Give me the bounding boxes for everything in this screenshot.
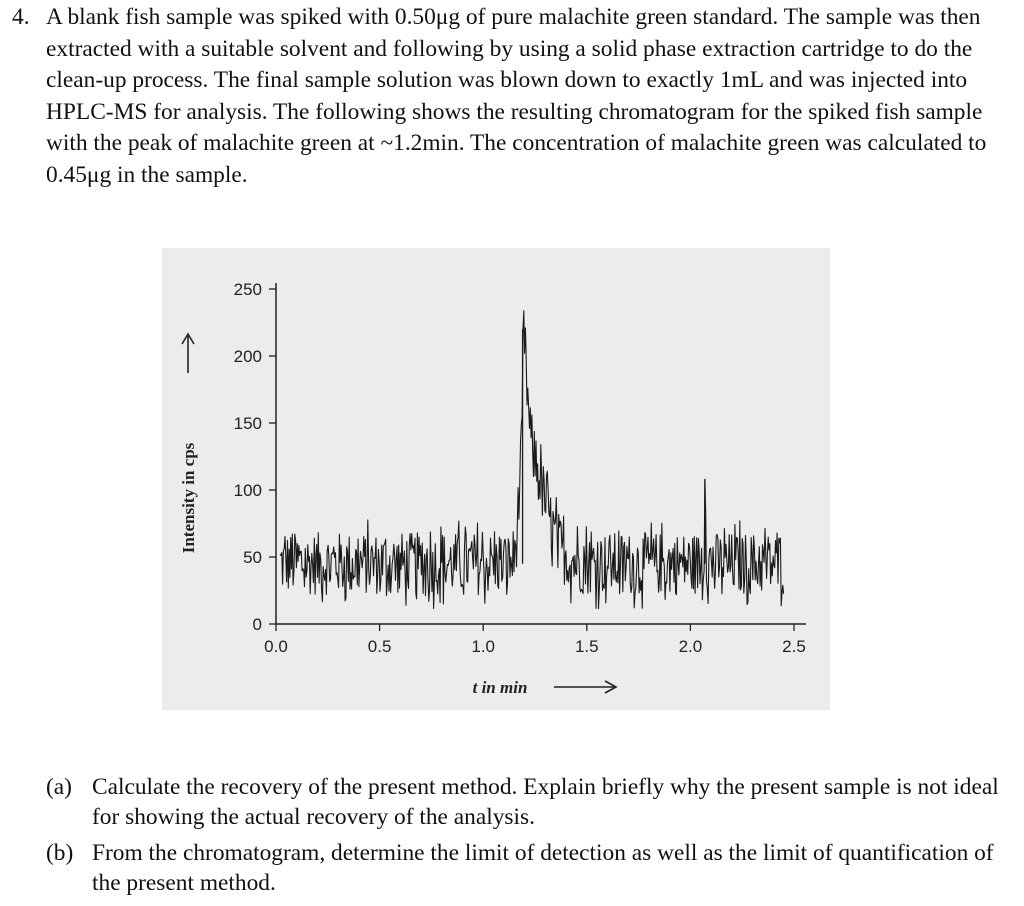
chromatogram-figure bbox=[162, 248, 830, 710]
x-tick-label: 2.5 bbox=[782, 637, 806, 656]
y-tick-label: 50 bbox=[243, 548, 262, 567]
y-axis-ticks bbox=[234, 280, 276, 634]
x-tick-label: 0.5 bbox=[367, 637, 392, 656]
part-b-label: (b) bbox=[46, 840, 74, 866]
x-tick-label: 0.0 bbox=[264, 637, 288, 656]
x-axis-ticks bbox=[264, 624, 806, 656]
question-parts bbox=[46, 772, 1014, 904]
x-axis-title: t in min bbox=[472, 678, 528, 697]
part-b-text: From the chromatogram, determine the limit of detection as well as the limit of quantification of the present method. bbox=[92, 840, 994, 896]
y-tick-label: 100 bbox=[233, 481, 262, 500]
chromatogram-trace-group bbox=[280, 311, 783, 609]
chromatogram-chart bbox=[162, 248, 830, 710]
part-a-label: (a) bbox=[46, 774, 72, 800]
x-tick-label: 1.5 bbox=[574, 637, 599, 656]
y-tick-label: 0 bbox=[252, 615, 262, 634]
x-axis-arrow-icon bbox=[554, 681, 616, 693]
chromatogram-trace bbox=[280, 311, 783, 609]
x-tick-label: 1.0 bbox=[471, 637, 496, 656]
y-axis-title: Intensity in cps bbox=[179, 442, 198, 554]
y-tick-label: 250 bbox=[233, 280, 262, 299]
question-number: 4. bbox=[12, 4, 30, 30]
x-tick-label: 2.0 bbox=[678, 637, 703, 656]
part-a-text: Calculate the recovery of the present method. Explain briefly why the present sample is not ideal for showing the actual recovery of the analysis. bbox=[92, 774, 999, 830]
part-b bbox=[46, 838, 1014, 898]
y-axis-arrow-icon bbox=[182, 334, 194, 373]
y-tick-label: 200 bbox=[233, 347, 262, 366]
question-4 bbox=[12, 2, 1012, 192]
y-tick-label: 150 bbox=[233, 414, 262, 433]
question-text: A blank fish sample was spiked with 0.50μg of pure malachite green standard. The sample was then extracted with a suitable solvent and following by using a solid phase extraction cartridge to do the clean-up process. The final sample solution was blown down to exactly 1mL and was injected into HPLC-MS for analysis. The following shows the resulting chromatogram for the spiked fish sample with the peak of malachite green at ~1.2min. The concentration of malachite green was calculated to 0.45μg in the sample. bbox=[46, 4, 987, 188]
part-a bbox=[46, 772, 1014, 832]
